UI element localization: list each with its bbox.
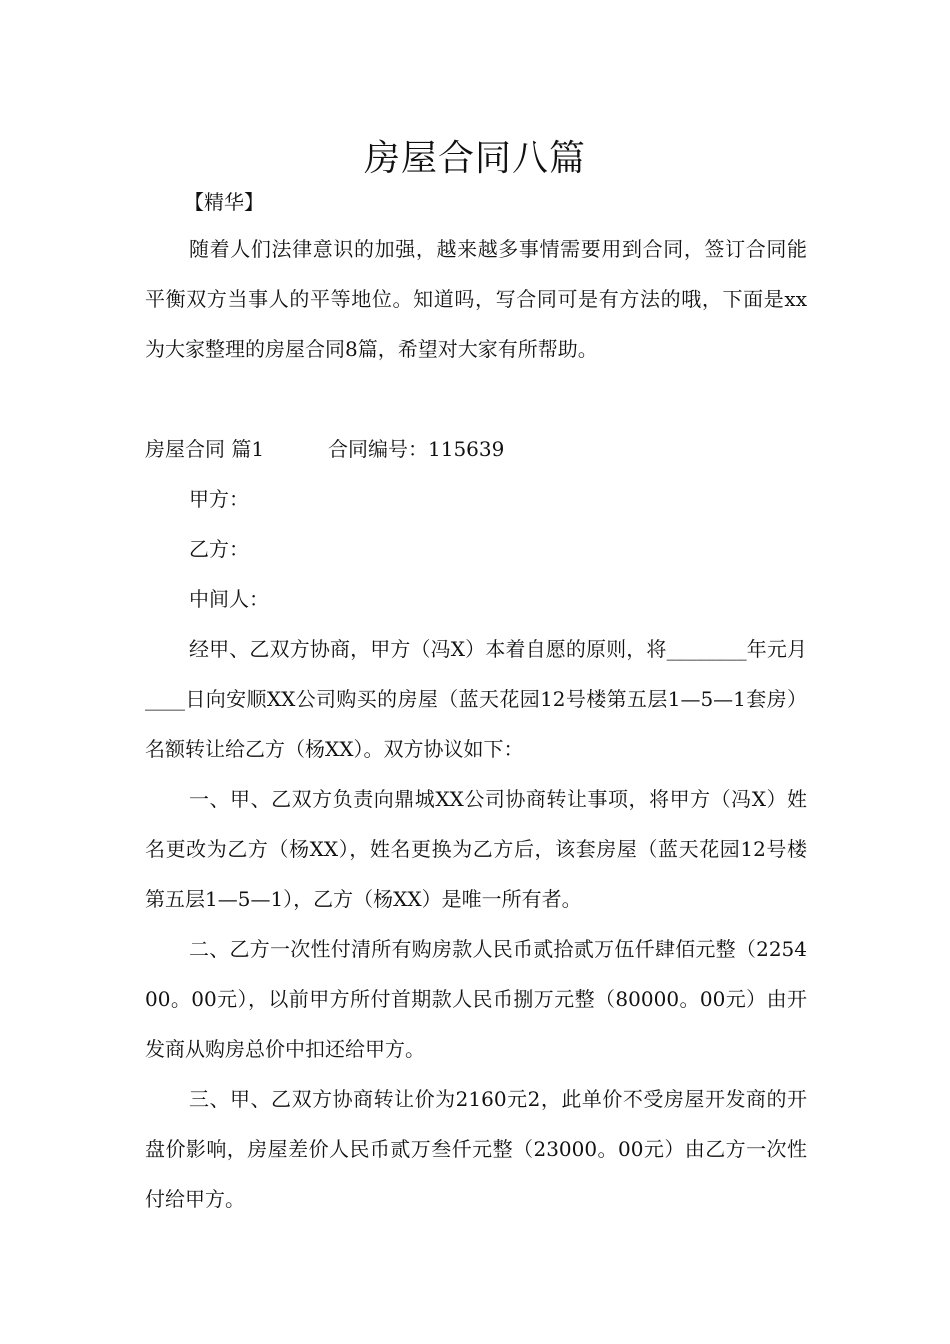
document-title: 房屋合同八篇 [363, 138, 586, 179]
quality-tag: 【精华】 [184, 190, 264, 214]
party-b-label: 乙方： [189, 537, 249, 561]
body-paragraph-1: 经甲、乙双方协商，甲方（冯X）本着自愿的原则，将________年元月____日向安顺XX公司购买的房屋（蓝天花园12号楼第五层1—5—1套房）名额转让给乙方（杨XX）。双方协议如下： [145, 637, 807, 761]
body-paragraph-3: 二、乙方一次性付清所有购房款人民币贰拾贰万伍仟肆佰元整（225400。00元），以前甲方所付首期款人民币捌万元整（80000。00元）由开发商从购房总价中扣还给甲方。 [145, 937, 807, 1061]
body-paragraph-4: 三、甲、乙双方协商转让价为2160元2，此单价不受房屋开发商的开盘价影响，房屋差价人民币贰万叁仟元整（23000。00元）由乙方一次性付给甲方。 [145, 1087, 807, 1211]
body-paragraph-2: 一、甲、乙双方负责向鼎城XX公司协商转让事项，将甲方（冯X）姓名更改为乙方（杨XX），姓名更换为乙方后，该套房屋（蓝天花园12号楼第五层1—5—1），乙方（杨XX）是唯一所有者。 [145, 787, 807, 911]
party-a-label: 甲方： [189, 487, 249, 511]
middleman-label: 中间人： [189, 587, 269, 611]
section-heading: 房屋合同 篇1 [145, 437, 265, 461]
contract-number: 合同编号：115639 [328, 437, 505, 461]
intro-paragraph: 随着人们法律意识的加强，越来越多事情需要用到合同，签订合同能平衡双方当事人的平等地位。知道吗，写合同可是有方法的哦，下面是xx为大家整理的房屋合同8篇，希望对大家有所帮助。 [145, 237, 807, 361]
